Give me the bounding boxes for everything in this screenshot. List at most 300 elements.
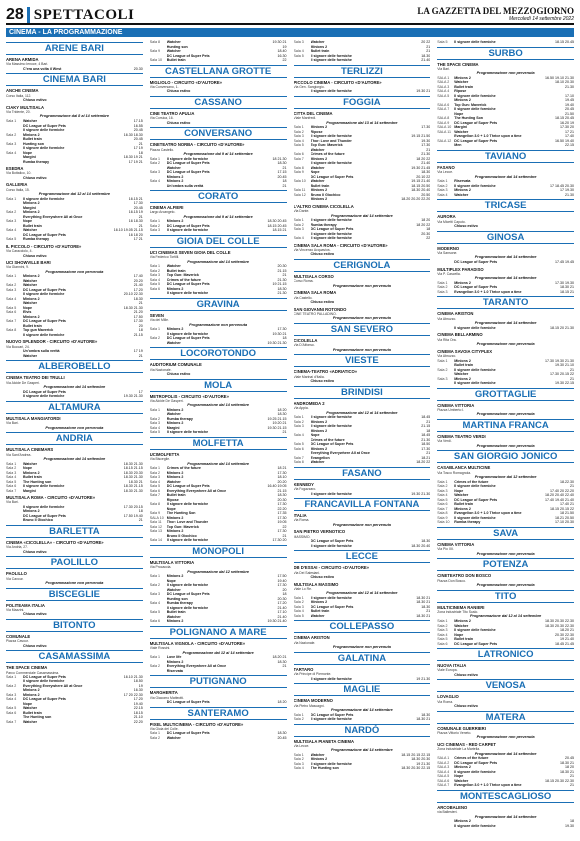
cinema-name: KENNEDY [293,481,314,487]
film-title: Top gun Maverick [23,328,54,333]
screen-label: SALA 6 [437,102,450,107]
screening-row [437,326,574,331]
showtimes: 17.40 [565,134,574,139]
programming-note: Programmazione non pervenuta [476,443,535,448]
film-title: Bullet train [310,609,330,614]
screening-row [150,58,287,63]
cinema-address: Via Conversano, 1. [149,84,179,89]
showtimes: 18.15 [133,710,143,715]
showtimes: 17.30 19.30 21.30 [545,358,574,363]
screening-row [150,291,287,296]
showtimes: 22.20 [277,506,287,511]
film-title: Crimes of the future [310,152,345,157]
screen-label: Sala 2 [293,717,304,722]
film-title: DC League of Super Pets [454,120,498,125]
film-title: Il signore delle formiche [166,605,209,610]
screen-label: Sala 5 [293,442,304,447]
city-heading: BRINDISI [294,386,431,399]
closed-note: Chiuso estivo [454,704,478,709]
showtimes: 18.45 [421,433,431,438]
showtimes: 20 [138,323,143,328]
cinema-address: Via Bottalico, 10. [6,171,32,176]
screen-label: Sala 2 [6,210,17,215]
screen-label: Sala 5 [437,497,448,502]
showtimes: 19.30 [421,138,431,143]
cinema-address: Via Pio XII. [437,547,454,552]
programming-note: Programmazione non pervenuta [332,316,391,321]
showtimes: 19.40 [133,701,143,706]
cinema-name: METROPOLIS - CIRCUITO «D’AUTORE» [149,393,229,399]
showtimes: 20.30 [277,264,287,269]
film-title: Minions 2 [23,688,40,693]
programming-note: Programmazione dal 14 settembre [474,276,537,281]
screen-label: Sala 1 [293,125,304,130]
screen-label [6,67,23,72]
film-title: Crimes of the future [310,437,345,442]
film-title: Bullet train [454,637,474,641]
showtimes: 18.21 20.50 [555,515,574,520]
showtimes: 21 [426,419,431,424]
screen-label: Sala 4 [149,601,160,606]
screen-label: Sala 8 [6,328,17,333]
city-heading: CINEMA BARI [6,73,143,86]
showtimes: 16.10 19.05 21.15 [113,228,143,233]
showtimes: 16.15 19 [128,210,143,215]
film-title: Il signore delle formiche [166,583,209,588]
showtimes: 17.10 [277,610,287,615]
cinema-address: Corso Roma. [293,279,314,284]
showtimes: 21.50 [565,111,574,116]
screening-row [294,492,431,497]
film-title: Rumba therapy [310,222,337,227]
programming-note: Programmazione non pervenuta [45,269,104,274]
showtimes: 18.30 20.30 22.30 [545,619,574,623]
film-title: Nope [454,774,464,779]
film-title: DC League of Super Pets [23,287,66,292]
film-title: DC League of Super Pets [310,174,354,179]
film-title: Minions 2 [166,475,184,480]
page-number: 28 [6,7,30,23]
cinema-name: CINEMA VITTORIA [437,541,475,547]
screen-label: Sala 5 [437,40,448,44]
screen-label: Sala 4 [6,697,17,702]
showtimes: 18 20 22 [416,222,431,227]
showtimes: 17 20 22.30 [123,692,143,697]
cinema-address: Via Caracciolo, 4. [6,249,33,254]
film-title: Minions 2 [310,44,328,49]
showtimes: 18.22.30 [560,479,574,484]
film-title: Minions 2 [454,75,471,80]
city-heading: GIOIA DEL COLLE [150,235,287,248]
film-title: Il signore delle formiche [454,381,496,386]
screen-label: SALA 6 [437,778,450,783]
screening-row [150,184,287,189]
screening-row [437,520,574,525]
programming-note: Programmazione dal 14 settembre [474,321,537,326]
cinema-name: CINEMA BELLARMINO [437,332,483,338]
cinema-name: MARGHERITA [149,690,178,696]
cinema-address: Via Corsica, 16. [149,116,174,121]
screen-label [437,326,454,331]
screen-label: Sala 3 [149,592,160,597]
cinema-name: TARTARO [293,666,314,672]
cinema-address: Via Tridente, 20. [6,110,31,115]
screen-label: SALA 8 [437,116,450,121]
cinema-address: Piazza Cavour. [6,639,29,644]
showtimes: 22 [282,58,287,62]
showtimes: 16.20 19 [560,120,574,125]
screening-row [294,677,431,682]
screen-label: Sala 3 [437,188,448,193]
film-title: Watcher [23,283,38,288]
screen-label [437,143,454,148]
film-title: Watcher [454,80,469,85]
screen-label: Sala 8 [293,165,304,170]
film-title: Watcher [166,165,181,170]
screen-label: Sala 5 [437,637,448,641]
screen-label: Sala 1 [6,119,17,124]
programming-note: Programmazione dal 12 al 14 settembre [326,410,398,415]
film-title: DC League of Super Pets [454,497,498,502]
screen-label: Sala 3 [293,227,304,232]
showtimes: 19.40 [565,102,574,107]
showtimes: 19.30 21.30 [267,340,287,345]
film-title: Minions 2 [23,470,40,475]
film-title: Watcher [166,264,181,269]
film-title: DC League of Super Pets [454,260,498,265]
cinema-name: AURORA [437,214,456,220]
film-title: Minions 2 [166,470,184,475]
film-title: The Hunting son [23,715,52,720]
cinema-address: Via Giacomo Matteotti. [149,695,184,700]
programming-note: Programmazione dal 9 al 14 settembre [183,151,253,156]
screen-label: Sala 4 [6,150,17,155]
showtimes: 19 21.15 [272,282,287,287]
showtimes: 21 [570,376,574,381]
screening-row [6,67,143,72]
film-title: DC League of Super Pets [454,760,498,765]
city-heading: MAGLIE [294,683,431,696]
film-title: DC League of Super Pets [166,161,210,166]
film-title: Minions 2 [23,201,40,206]
film-title: DC League of Super Pets [23,513,66,518]
screen-label [294,544,311,549]
screen-label: Sala 3 [437,376,448,381]
cinema-name: CINEMA-TEATRO «ADRIATICO» [293,369,358,375]
cinema-address: Via Lecce. [437,170,454,175]
showtimes: 18.15 20.15 22.15 [401,752,431,757]
programming-note: Programmazione dal 12 al 14 settembre [326,591,398,596]
film-title: Watcher [166,40,181,44]
film-title: Un’ombra sulla verità [166,183,204,188]
showtimes: 18.15 20.50 [411,183,431,188]
screen-label: Sala 6 [437,502,448,507]
showtimes: 17.30 20 [272,538,287,543]
showtimes: 20.45 [565,107,574,112]
listing-column [437,40,574,837]
showtimes: 21.20 [133,310,143,315]
screen-label: Sala 11 [149,520,162,525]
film-title: Minions 2 [454,619,471,623]
screen-label: Sala 4 [149,179,160,184]
city-heading: SAN GIORGIO JONICO [437,450,574,463]
showtimes: 19.20 21 [272,421,287,426]
showtimes: 18.15 21 [560,289,574,294]
film-title: Bullet train [23,223,42,228]
film-title: Minions 2 [454,819,471,824]
city-heading: GRAVINA [150,298,287,311]
screening-row [294,717,431,722]
screening-row [294,614,431,619]
screen-label: Sala 3 [6,287,17,292]
film-title: Il signore delle formiche [310,676,352,681]
showtimes: 16.30 [277,53,287,58]
film-title: DC League of Super Pets [23,389,66,394]
film-title: Minions 2 [166,179,184,184]
screen-label: Sala 3 [437,488,448,493]
showtimes: 19.30 [565,823,574,828]
showtimes: 18.50 [421,442,431,447]
cinema-name: PAOLILLO [6,571,27,577]
city-heading: PUTIGNANO [150,675,287,688]
city-heading: GALATINA [294,652,431,665]
city-heading: CASSANO [150,96,287,109]
film-title: Il signore delle formiche [454,183,496,188]
cinema-name: SEVEN [149,312,164,318]
showtimes: 20.30 22.30 [555,632,574,637]
cinema-address: Viale Rossini. [149,646,171,651]
film-title: Margini [23,205,36,210]
cinema-address: Piazza Umberto I. [437,407,465,412]
cinema-name: NUOVO SPLENDOR - CIRCUITO «D’AUTORE» [6,339,98,345]
showtimes: 21.15 [421,424,431,429]
showtimes: 21 [138,141,143,146]
showtimes: 18.15 20 21.30 [550,325,574,330]
showtimes: 18 20 [421,218,431,223]
showtimes: 17.30 [277,515,287,520]
screen-label: Sala 6 [149,286,160,291]
programming-note: Programmazione non pervenuta [45,580,104,585]
film-title: Minions 2 [166,659,184,664]
film-title: Watcher [454,493,469,498]
cinema-address: Viale Europa. [437,668,458,673]
showtimes: 19.30 21 [416,89,431,94]
cinema-address: Via Dante. [293,209,310,214]
programming-note: Programmazione non pervenuta [476,551,535,556]
cinema-name: PICCOLO CINEMA - CIRCUITO «D’AUTORE» [293,79,382,85]
showtimes: 18.30 21 [416,613,431,618]
cinema-name: CINEMA VITTORIA [437,402,475,408]
showtimes: 18 [138,150,143,155]
closed-note: Chiuso estivo [166,120,191,125]
showtimes: 17.10 [565,93,574,98]
film-title: Minions 2 [166,174,184,179]
film-title: Ripose [166,497,179,502]
showtimes: 19.30 21 [272,331,287,336]
cinema-address: Via Abruzzo. [437,354,457,359]
screening-row [294,236,431,241]
showtimes: 16 18.30 [128,219,143,224]
showtimes: 18.50 [133,679,143,684]
film-title: Minions 2 [454,765,471,770]
film-title: Rumba therapy [23,237,50,242]
showtimes: 20.20 [133,278,143,283]
cinema-address: Via Alcide De Gasperi. [149,398,184,403]
showtimes: 18.30 [421,604,431,609]
cinema-name: UCIMOLFETTA [149,451,180,457]
film-title: Bruno Il Giochico [310,192,341,197]
closed-note: Chiuso estivo [166,89,191,94]
film-title: Il signore delle formiche [454,93,496,98]
showtimes: 18.30 20.30 [123,470,143,475]
film-title: Minions 2 [166,529,184,534]
showtimes: 21.30 [565,84,574,89]
film-title: C’era una volta il West [23,66,62,71]
film-title: Watcher [454,192,469,197]
showtimes: 19.45 [565,98,574,103]
film-title: Il signore delle formiche [310,491,352,496]
screen-label: SALA 10 [437,125,452,130]
screen-label: Sala 2 [293,222,304,227]
screen-label: Sala 1 [149,264,160,269]
showtimes: 19.30 21.10 [555,363,574,368]
film-title: Nope [310,170,320,175]
cinema-address: Via Federico Tortilli. [149,255,180,260]
cinema-address: Via Giannini, 9. [6,265,29,270]
film-title: Watcher [23,706,38,711]
programming-note: Programmazione non pervenuta [476,342,535,347]
film-title: Il signore delle formiche [454,823,496,828]
screen-label: Sala 11 [293,188,306,193]
screen-label: Sala 3 [293,761,304,766]
film-title: Men [454,143,462,148]
cinema-name: CINETEATRO DON BOSCO [437,573,492,579]
film-title: Minions 2 [310,419,328,424]
film-title: Bullet train [310,49,330,53]
showtimes: 18.20 21 [272,655,287,660]
showtimes: 18.15 21.15 [123,466,143,470]
showtimes: 18.45 [421,415,431,420]
showtimes: 17.15 [277,170,287,175]
city-heading: VIESTE [294,354,431,367]
film-title: Crimes of the future [166,466,201,471]
cinema-name: CITTA DEL CINEMA [293,110,333,116]
cinema-address: Via D’Alfonso. [293,343,315,348]
showtimes: 18.30 [277,731,287,736]
showtimes: 18.40 [277,49,287,53]
cinema-name: THE SPACE CINEMA [437,61,479,67]
film-title: Everything Everywhere All at Once [166,664,227,669]
film-title: DC League of Super Pets [454,641,498,646]
cinema-name: CINE TEATRO APULIA [149,110,195,116]
cinema-name: SAN GIOVANNI ROTONDO [293,306,347,312]
film-title: Minions 2 [23,210,40,215]
film-title: Love life [166,655,182,660]
showtimes: 22 [282,524,287,529]
screen-label: Sala 10 [149,58,162,62]
banner: CINEMA - LA PROGRAMMAZIONE [6,28,574,37]
screening-row [6,720,143,725]
showtimes: 18.30 20.45 [267,219,287,224]
film-title: Everything Everywhere All at Once [166,488,227,493]
showtimes: 18.30 21 [416,595,431,600]
screen-label: Sala 1 [437,358,448,363]
screening-row [150,700,287,705]
film-title: Bullet train [23,323,42,328]
showtimes: 18.30 21.30 [123,461,143,466]
city-heading: BISCEGLIE [6,588,143,601]
screening-row [6,489,143,494]
screening-row [6,333,143,338]
film-title: Watcher [454,129,469,134]
showtimes: 18.30 21.30 [123,305,143,310]
showtimes: 17 21 [133,237,143,242]
screen-label: Sala 6 [6,710,17,715]
showtimes: 16 18 20 [128,232,143,237]
film-title: Nope [23,219,32,224]
showtimes: 21 [138,223,143,228]
showtimes: 18.30 21.30 [123,488,143,493]
showtimes: 17.30 [277,583,287,588]
city-heading: ARENE BARI [6,42,143,55]
city-heading: FOGGIA [294,96,431,109]
city-heading: SAVA [437,527,574,540]
cinema-address: Via Cavour. [6,576,24,581]
showtimes: 21 [138,353,143,358]
film-title: Nope [23,305,32,310]
showtimes: 17.40 21 [560,502,574,507]
screen-label: Sala 1 [293,712,304,717]
film-title: Il signore delle formiche [166,228,209,233]
screen-label: Sala 6 [149,619,160,624]
showtimes: 18.30 21 [416,600,431,605]
screening-row [294,544,431,549]
showtimes: 18.15 20.45 [555,116,574,121]
film-title: Il signore delle formiche [166,538,209,543]
showtimes: 19 [138,683,143,688]
showtimes: 21 [138,301,143,306]
film-title: Il signore delle formiche [23,196,65,201]
programming-note: Programmazione dal 14 settembre [43,456,106,461]
screen-label: Sala 2 [6,132,17,137]
showtimes: 21.40 [133,283,143,288]
film-title: Crimes of the future [454,756,489,761]
film-title: Nope [310,433,320,438]
film-title: Watcher [166,587,181,592]
programming-note: Programmazione non pervenuta [476,583,535,587]
film-title: Minions 2 [166,407,184,412]
showtimes: 17.45 19.45 [555,260,574,265]
showtimes: 21 [282,165,287,170]
closed-note: Chiuso estivo [454,224,478,229]
screen-label: Sala 4 [6,228,17,233]
showtimes: 19.15 21.40 [411,179,431,184]
cinema-name: CINEMA SAVOIA CITYPLEX [437,348,493,354]
film-title: Il signore delle formiche [454,484,496,489]
programming-note: Programmazione dal 14 settembre [43,385,106,390]
film-title: Bullet train [454,363,474,368]
film-title: Il signore delle formiche [310,717,352,722]
showtimes: 19.30 21.30 [411,491,431,496]
screening-row [150,228,287,233]
showtimes: 19 21.40 [560,637,574,641]
showtimes: 18.15 21 [272,228,287,233]
film-title: Minions 2 [166,515,184,520]
film-title: Hunting son [166,44,188,49]
programming-note: Programmazione non pervenuta [476,735,535,740]
film-title: Il signore delle formiche [454,107,496,112]
film-title: Rumba therapy [166,601,193,606]
